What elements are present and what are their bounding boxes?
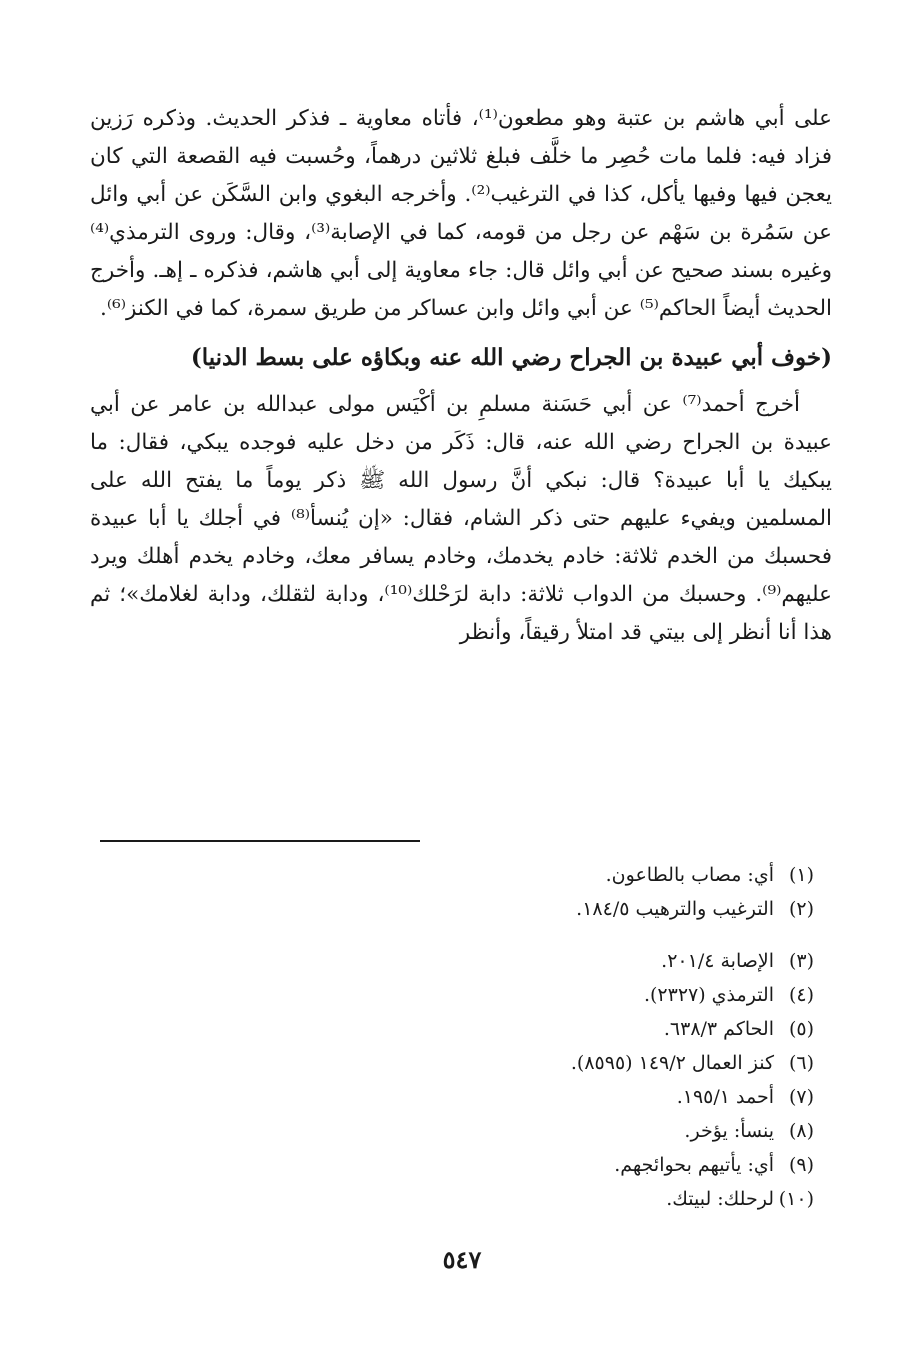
footnote-separator [100,840,420,842]
footnote-item [294,1182,814,1216]
footnote-text: لرحلك: لبيتك. [666,1188,774,1210]
footnote-number: (٢) [788,898,814,920]
footnote-item [294,858,814,892]
footnote-text: كنز العمال ١٤٩/٢ (٨٥٩٥). [570,1052,774,1074]
footnote-text: الإصابة ٢٠١/٤. [661,950,774,972]
footnote-number: (٦) [788,1052,814,1074]
footnote-number: (٧) [788,1086,814,1108]
footnote-item [294,892,814,926]
main-text [90,100,832,652]
footnote-item [294,944,814,978]
footnote-text: الترغيب والترهيب ١٨٤/٥. [576,898,774,920]
footnote-text: الترمذي (٢٣٢٧). [643,984,774,1006]
footnote-item [294,1012,814,1046]
footnote-number: (٥) [788,1018,814,1040]
footnote-text: ينسأ: يؤخر. [684,1120,774,1142]
footnote-item [294,978,814,1012]
footnote-number: (٨) [788,1120,814,1142]
paragraph-1: على أبي هاشم بن عتبة وهو مطعون⁽¹⁾، فأتاه معاوية ـ فذكر الحديث. وذكره رَزين فزاد فيه: فلما مات حُصِر ما خلَّف فبلغ ثلاثين درهماً، وحُسبت فيه القصعة التي كان يعجن فيها وفيها يأكل، كذا في الترغيب⁽²⁾. وأخرجه البغوي وابن السَّكَن عن أبي وائل عن سَمُرة بن سَهْم عن رجل من قومه، كما في الإصابة⁽³⁾، وقال: وروى الترمذي⁽⁴⁾ وغيره بسند صحيح عن أبي وائل قال: جاء معاوية إلى أبي هاشم، فذكره ـ إهـ. وأخرج الحديث أيضاً الحاكم⁽⁵⁾ عن أبي وائل وابن عساكر من طريق سمرة، كما في الكنز⁽⁶⁾. [90,106,833,321]
footnote-number: (٤) [788,984,814,1006]
footnote-text: أي: يأتيهم بحوائجهم. [614,1154,774,1176]
footnote-text: أي: مصاب بالطاعون. [605,864,774,886]
footnote-text: الحاكم ٦٣٨/٣. [663,1018,774,1040]
footnotes [294,858,814,1216]
footnote-number: (١٠) [778,1188,814,1210]
footnote-item [294,1114,814,1148]
footnote-number: (١) [788,864,814,886]
footnote-item [294,1046,814,1080]
section-heading: (خوف أبي عبيدة بن الجراح رضي الله عنه وبكاؤه على بسط الدنيا) [190,344,832,371]
footnote-number: (٩) [788,1154,814,1176]
footnote-text: أحمد ١٩٥/١. [676,1086,774,1108]
footnote-item [294,1148,814,1182]
paragraph-2: أخرج أحمد⁽⁷⁾ عن أبي حَسَنة مسلمِ بن أكْيَس مولى عبدالله بن عامر عن أبي عبيدة بن الجراح رضي الله عنه، قال: ذَكَر من دخل عليه فوجده يبكي، فقال: ما يبكيك يا أبا عبيدة؟ قال: نبكي أنَّ رسول الله ﷺ ذكر يوماً ما يفتح الله على المسلمين ويفيء عليهم حتى ذكر الشام، فقال: «إن يُنسأ⁽⁸⁾ في أجلك يا أبا عبيدة فحسبك من الخدم ثلاثة: خادم يخدمك، وخادم يسافر معك، وخادم يخدم أهلك ويرد عليهم⁽⁹⁾. وحسبك من الدواب ثلاثة: دابة لرَحْلك⁽¹⁰⁾، ودابة لثقلك، ودابة لغلامك»؛ ثم هذا أنا أنظر إلى بيتي قد امتلأ رقيقاً، وأنظر [90,392,832,645]
footnote-item [294,1080,814,1114]
footnote-number: (٣) [788,950,814,972]
page-number: ٥٤٧ [442,1245,482,1274]
